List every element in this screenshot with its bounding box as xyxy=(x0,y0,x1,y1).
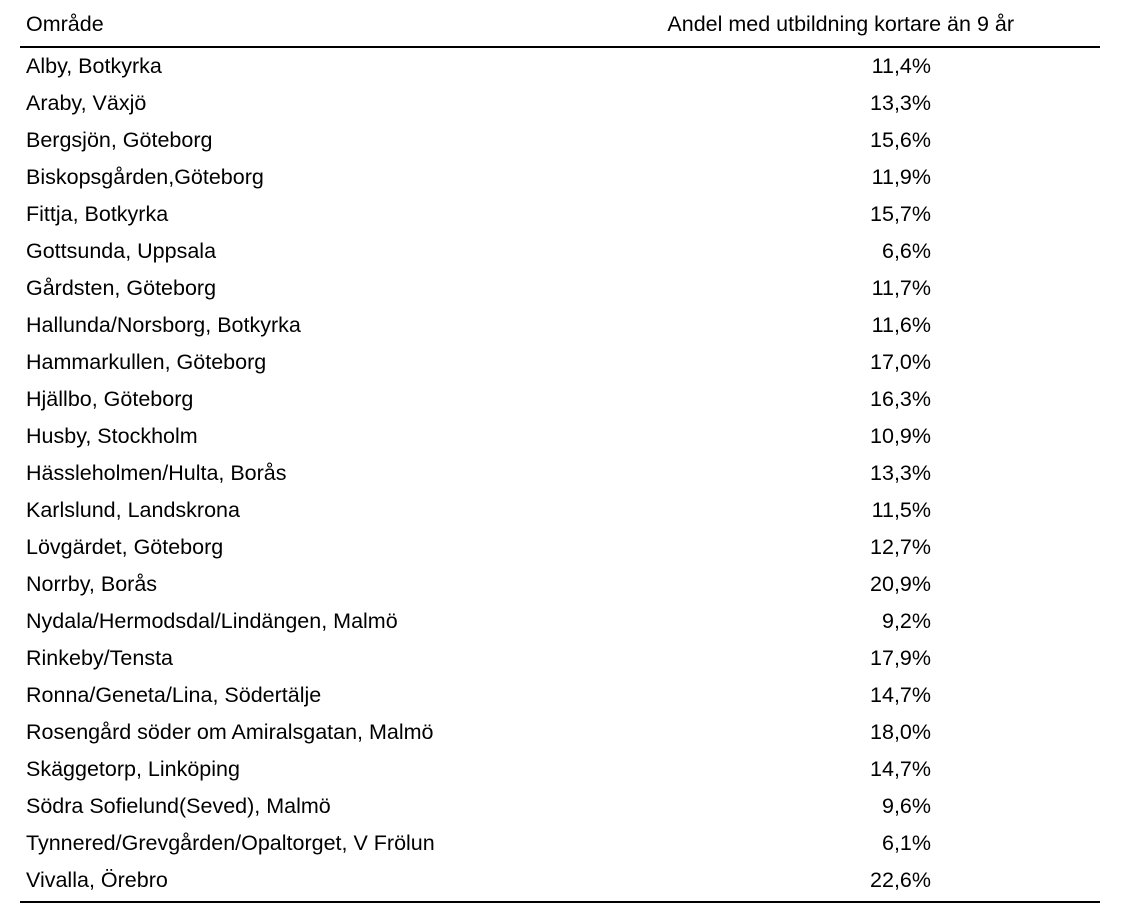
cell-area: Hässleholmen/Hulta, Borås xyxy=(26,460,287,485)
table-row xyxy=(20,714,1100,751)
cell-area: Tynnered/Grevgården/Opaltorget, V Frölun xyxy=(26,830,435,855)
cell-value: 15,6% xyxy=(870,128,931,153)
table-row xyxy=(20,640,1100,677)
table-row xyxy=(20,307,1100,344)
table-row xyxy=(20,270,1100,307)
table-header xyxy=(20,8,1100,47)
cell-value: 11,7% xyxy=(871,276,931,301)
cell-area: Skäggetorp, Linköping xyxy=(26,756,240,781)
document-page xyxy=(0,8,1127,892)
column-header-area: Område xyxy=(20,8,650,47)
cell-value: 11,9% xyxy=(871,165,931,190)
cell-value: 16,3% xyxy=(870,386,931,411)
cell-value: 14,7% xyxy=(870,756,931,781)
table-header-row xyxy=(20,8,1100,47)
cell-value: 6,1% xyxy=(881,830,931,855)
cell-value: 13,3% xyxy=(870,460,931,485)
cell-value: 10,9% xyxy=(870,423,931,448)
table-row xyxy=(20,47,1100,85)
table-row xyxy=(20,122,1100,159)
cell-value: 15,7% xyxy=(870,202,931,227)
table-row xyxy=(20,751,1100,788)
cell-area: Husby, Stockholm xyxy=(26,423,198,448)
cell-area: Vivalla, Örebro xyxy=(20,862,650,902)
cell-value: 11,6% xyxy=(871,313,931,337)
cell-value: 11,4% xyxy=(871,54,931,79)
table-row xyxy=(20,492,1100,529)
cell-area: Lövgärdet, Göteborg xyxy=(26,534,224,559)
cell-area: Gottsunda, Uppsala xyxy=(26,239,217,264)
cell-area: Hjällbo, Göteborg xyxy=(26,386,194,411)
cell-area: Biskopsgården,Göteborg xyxy=(26,165,264,190)
cell-value: 13,3% xyxy=(870,91,931,116)
cell-value: 20,9% xyxy=(870,571,931,596)
cell-area: Rosengård söder om Amiralsgatan, Malmö xyxy=(26,719,434,744)
cell-area: Araby, Växjö xyxy=(26,91,147,116)
cell-value: 12,7% xyxy=(870,534,931,559)
cell-value: 14,7% xyxy=(870,682,931,707)
table-row xyxy=(20,418,1100,455)
cell-area: Södra Sofielund(Seved), Malmö xyxy=(26,793,331,818)
table-row xyxy=(20,159,1100,196)
cell-area: Hallunda/Norsborg, Botkyrka xyxy=(26,313,301,337)
cell-value: 9,6% xyxy=(881,793,931,818)
table-row xyxy=(20,603,1100,640)
cell-area: Bergsjön, Göteborg xyxy=(26,128,213,153)
cell-area: Alby, Botkyrka xyxy=(26,54,162,79)
cell-area: Karlslund, Landskrona xyxy=(26,497,240,522)
cell-value: 18,0% xyxy=(870,719,931,744)
cell-area: Fittja, Botkyrka xyxy=(26,202,169,227)
table-row xyxy=(20,788,1100,825)
table-row xyxy=(20,85,1100,122)
table-row xyxy=(20,566,1100,603)
table-row xyxy=(20,344,1100,381)
education-level-table xyxy=(20,8,1100,903)
cell-area: Nydala/Hermodsdal/Lindängen, Malmö xyxy=(26,608,398,633)
table-row xyxy=(20,233,1100,270)
table-row xyxy=(20,825,1100,862)
table-body xyxy=(20,47,1100,902)
table-row xyxy=(20,677,1100,714)
table-row xyxy=(20,381,1100,418)
column-header-value: Andel med utbildning kortare än 9 år xyxy=(650,8,1100,47)
cell-value: 17,9% xyxy=(870,645,931,670)
table-row xyxy=(20,455,1100,492)
cell-area: Norrby, Borås xyxy=(26,571,158,596)
cell-value: 6,6% xyxy=(881,239,931,264)
cell-value: 9,2% xyxy=(881,608,931,633)
table-row xyxy=(20,529,1100,566)
table-row xyxy=(20,196,1100,233)
cell-area: Gårdsten, Göteborg xyxy=(26,276,217,301)
cell-value: 11,5% xyxy=(871,497,931,522)
cell-value: 17,0% xyxy=(870,349,931,374)
cell-area: Hammarkullen, Göteborg xyxy=(26,349,267,374)
cell-area: Rinkeby/Tensta xyxy=(26,645,173,670)
table-row xyxy=(20,862,1100,902)
cell-value: 22,6% xyxy=(650,862,1100,902)
cell-area: Ronna/Geneta/Lina, Södertälje xyxy=(26,682,322,707)
